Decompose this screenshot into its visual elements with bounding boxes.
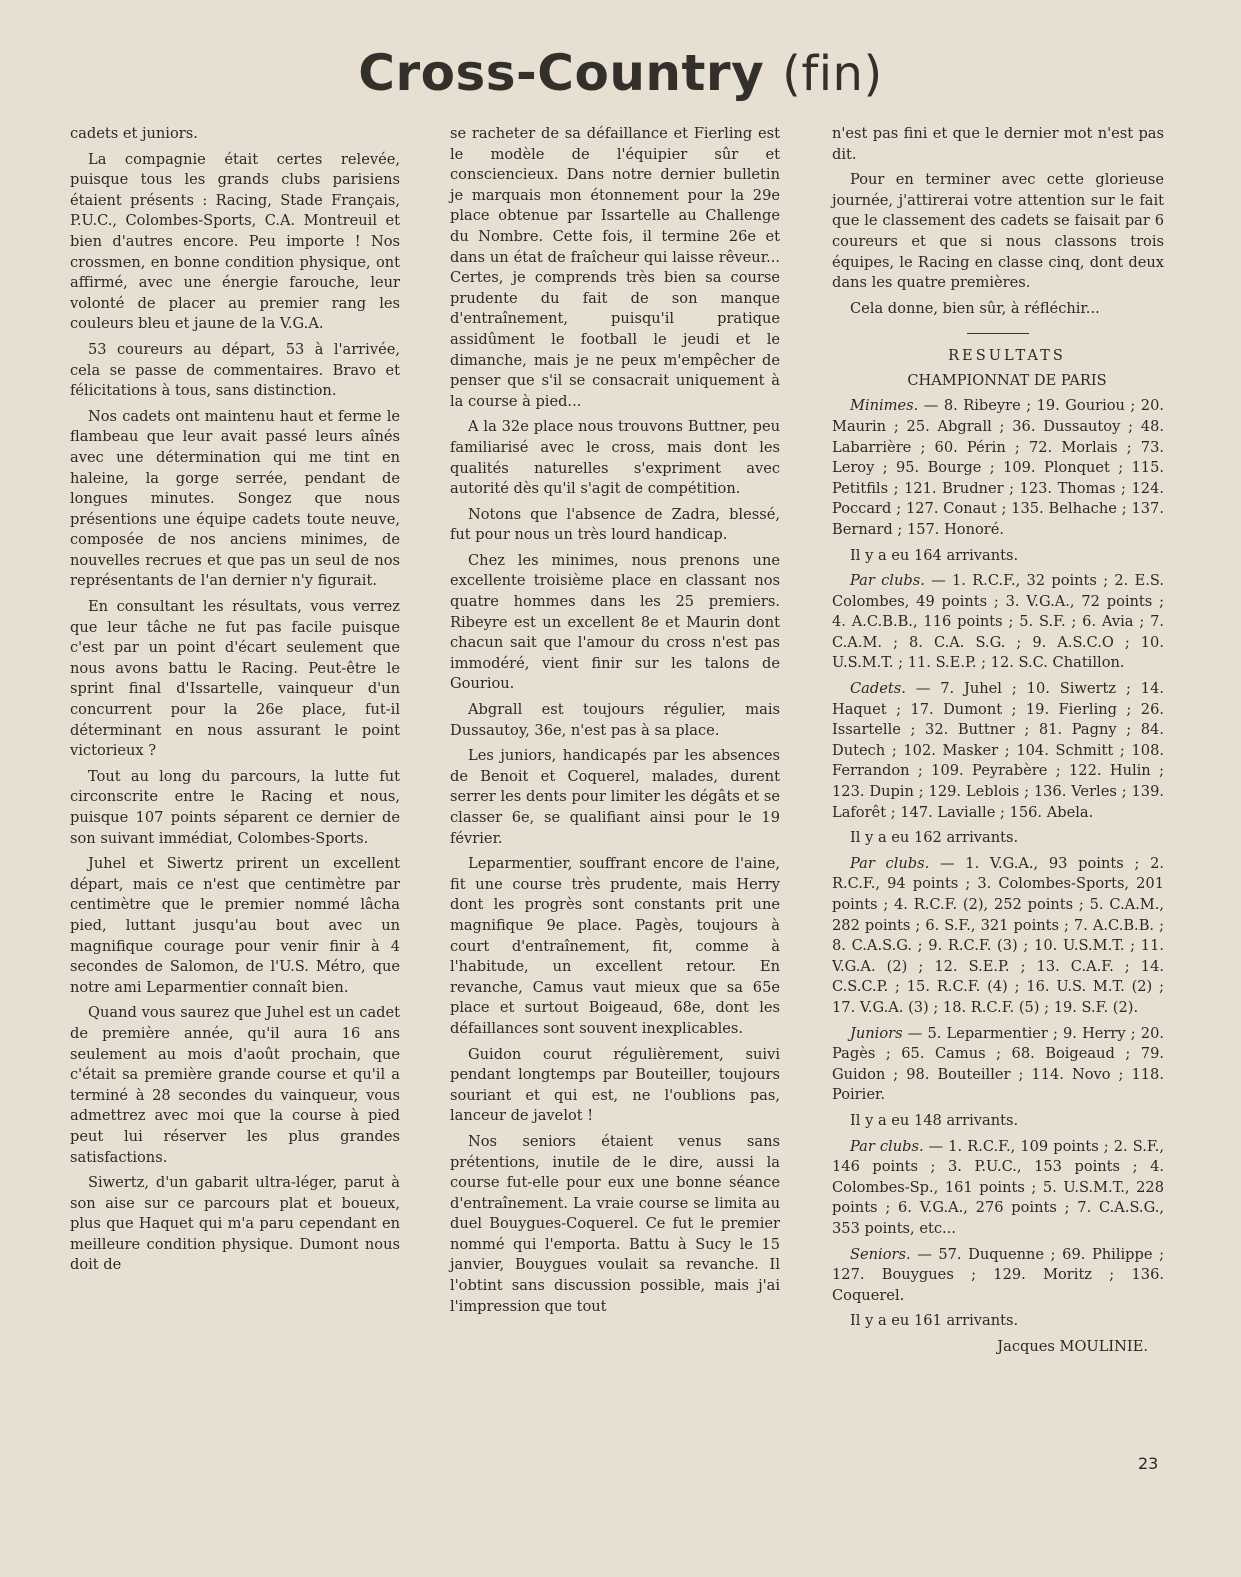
category-label: Minimes. xyxy=(850,397,919,415)
results-list: — 1. R.C.F., 109 points ; 2. S.F., 146 points ; 3. P.U.C., 153 points ; 4. Colombes-Sp., 161 points ; 5. U.S.M.T., 228 points ; 6. V.G.A., 276 points ; 7. C.A.S.G., 353 points, etc... xyxy=(832,1137,1164,1237)
results-subheading: CHAMPIONNAT DE PARIS xyxy=(907,372,1107,390)
paragraph: Siwertz, d'un gabarit ultra-léger, parut à son aise sur ce parcours plat et boueux, plus que Haquet qui m'a paru cependant en meilleure condition physique. Dumont nous doit de xyxy=(70,1174,400,1274)
results-cadets-clubs xyxy=(832,854,1164,1019)
category-label: Par clubs. xyxy=(850,1137,924,1155)
paragraph: En consultant les résultats, vous verrez que leur tâche ne fut pas facile puisque c'est par un point d'écart seulement que nous avons battu le Racing. Peut-être le sprint final d'Issartelle, vainqueur d'un concurrent pour la 26e place, fut-il déterminant en nous assurant le point victorieux ? xyxy=(70,598,400,760)
paragraph: Abgrall est toujours régulier, mais Dussautoy, 36e, n'est pas à sa place. xyxy=(450,701,780,739)
paragraph: Guidon courut régulièrement, suivi pendant longtemps par Bouteiller, toujours souriant et qui est, ne l'oublions pas, lanceur de javelot ! xyxy=(450,1045,780,1125)
category-label: Cadets. xyxy=(850,680,906,698)
paragraph: se racheter de sa défaillance et Fierling est le modèle de l'équipier sûr et consciencieux. Dans notre dernier bulletin je marquais mon étonnement pour la 29e place obtenue par Issartelle au Challenge du Nombre. Cette fois, il termine 26e et dans un état de fraîcheur qui laisse rêveur... Certes, je comprends très bien sa course prudente du fait de son manque d'entraînement, puisqu'il pratique assidûment le football le jeudi et le dimanche, mais je ne peux m'empêcher de penser que s'il se consacrait uniquement à la course à pied... xyxy=(450,125,780,410)
article-column-2 xyxy=(450,124,780,1322)
paragraph: Quand vous saurez que Juhel est un cadet de première année, qu'il aura 16 ans seulement au mois d'août prochain, que c'était sa première grande course et qu'il a terminé à 28 secondes du vainqueur, vous admettrez avec moi que la course à pied peut lui réserver les plus grandes satisfactions. xyxy=(70,1004,400,1166)
paragraph: A la 32e place nous trouvons Buttner, peu familiarisé avec le cross, mais dont les qualités naturelles s'expriment avec autorité dès qu'il s'agit de compétition. xyxy=(450,418,780,498)
arrivants-count: Il y a eu 162 arrivants. xyxy=(850,829,1019,847)
paragraph: n'est pas fini et que le dernier mot n'est pas dit. xyxy=(832,125,1164,163)
paragraph: Nos cadets ont maintenu haut et ferme le flambeau que leur avait passé leurs aînés avec une détermination qui me tint en haleine, la gorge serrée, pendant de longues minutes. Songez que nous présentions une équipe cadets toute neuve, composée de nos anciens minimes, de nouvelles recrues et que pas un seul de nos représentants de l'an dernier n'y figurait. xyxy=(70,407,400,590)
paragraph: La compagnie était certes relevée, puisque tous les grands clubs parisiens étaient présents : Racing, Stade Français, P.U.C., Colombes-Sports, C.A. Montreuil et bien d'autres encore. Peu importe ! Nos crossmen, en bonne condition physique, ont affirmé, avec une énergie farouche, leur volonté de placer au premier rang les couleurs bleu et jaune de la V.G.A. xyxy=(70,150,400,333)
paragraph: cadets et juniors. xyxy=(70,125,198,142)
results-minimes xyxy=(832,396,1164,540)
page-number: 23 xyxy=(1138,1454,1159,1473)
paragraph: Tout au long du parcours, la lutte fut circonscrite entre le Racing et nous, puisque 107 points séparent ce dernier de son suivant immédiat, Colombes-Sports. xyxy=(70,767,400,847)
results-list: — 7. Juhel ; 10. Siwertz ; 14. Haquet ; 17. Dumont ; 19. Fierling ; 26. Issartelle ; 32. Buttner ; 81. Pagny ; 84. Dutech ; 102. Masker ; 104. Schmitt ; 108. Ferrandon ; 109. Peyrabère ; 122. Hulin ; 123. Dupin ; 129. Leblois ; 136. Verles ; 139. Laforêt ; 147. Lavialle ; 156. Abela. xyxy=(832,680,1164,821)
paragraph: Pour en terminer avec cette glorieuse journée, j'attirerai votre attention sur le fait que le classement des cadets se faisait par 6 coureurs et que si nous classons trois équipes, le Racing en classe cinq, dont deux dans les quatre premières. xyxy=(832,171,1164,292)
divider xyxy=(967,333,1029,334)
results-minimes-clubs xyxy=(832,571,1164,674)
title-text: Cross-Country xyxy=(358,44,765,102)
arrivants-count: Il y a eu 164 arrivants. xyxy=(850,546,1019,564)
category-label: Par clubs. xyxy=(850,854,930,872)
title-suffix: (fin) xyxy=(782,46,883,102)
arrivants-count: Il y a eu 161 arrivants. xyxy=(850,1312,1019,1330)
article-column-3 xyxy=(832,124,1164,1362)
page-title xyxy=(0,44,1241,102)
paragraph: Les juniors, handicapés par les absences de Benoit et Coquerel, malades, durent serrer les dents pour limiter les dégâts et se classer 6e, se qualifiant ainsi pour le 19 février. xyxy=(450,747,780,847)
results-list: — 8. Ribeyre ; 19. Gouriou ; 20. Maurin ; 25. Abgrall ; 36. Dussautoy ; 48. Labarrière ; 60. Périn ; 72. Morlais ; 73. Leroy ; 95. Bourge ; 109. Plonquet ; 115. Petitfils ; 121. Brudner ; 123. Thomas ; 124. Poccard ; 127. Conaut ; 135. Belhache ; 137. Bernard ; 157. Honoré. xyxy=(832,397,1165,538)
paragraph: Juhel et Siwertz prirent un excellent départ, mais ce n'est que centimètre par centimètre que le premier nommé lâcha pied, luttant jusqu'au bout avec un magnifique courage pour venir finir à 4 secondes de Salomon, de l'U.S. Métro, que notre ami Leparmentier connaît bien. xyxy=(70,855,400,996)
paragraph: Cela donne, bien sûr, à réfléchir... xyxy=(850,299,1100,317)
paragraph: Nos seniors étaient venus sans prétentions, inutile de le dire, aussi la course fut-elle pour eux une bonne séance d'entraînement. La vraie course se limita au duel Bouygues-Coquerel. Ce fut le premier nommé qui l'emporta. Battu à Sucy le 15 janvier, Bouygues voulait sa revanche. Il l'obtint sans discussion possible, mais j'ai l'impression que tout xyxy=(450,1132,780,1315)
results-juniors xyxy=(832,1024,1164,1106)
paragraph: 53 coureurs au départ, 53 à l'arrivée, cela se passe de commentaires. Bravo et félicitations à tous, sans distinction. xyxy=(70,340,400,400)
results-heading: RESULTATS xyxy=(948,347,1066,365)
category-label: Seniors. xyxy=(850,1245,911,1263)
paragraph: Chez les minimes, nous prenons une excellente troisième place en classant nos quatre hommes dans les 25 premiers. Ribeyre est un excellent 8e et Maurin dont chacun sait que l'amour du cross n'est pas immodéré, vient finir sur les talons de Gouriou. xyxy=(450,551,780,693)
article-column-1 xyxy=(70,124,400,1281)
category-label: Juniors xyxy=(850,1024,903,1042)
paragraph: Notons que l'absence de Zadra, blessé, fut pour nous un très lourd handicap. xyxy=(450,505,780,544)
results-list: — 1. V.G.A., 93 points ; 2. R.C.F., 94 points ; 3. Colombes-Sports, 201 points ; 4. R.C.F. (2), 252 points ; 5. C.A.M., 282 points ; 6. S.F., 321 points ; 7. A.C.B.B. ; 8. C.A.S.G. ; 9. R.C.F. (3) ; 10. U.S.M.T. ; 11. V.G.A. (2) ; 12. S.E.P. ; 13. C.A.F. ; 14. C.S.C.P. ; 15. R.C.F. (4) ; 16. U.S. M.T. (2) ; 17. V.G.A. (3) ; 18. R.C.F. (5) ; 19. S.F. (2). xyxy=(832,854,1164,1016)
results-list: — 57. Duquenne ; 69. Philippe ; 127. Bouygues ; 129. Moritz ; 136. Coquerel. xyxy=(832,1245,1164,1304)
paragraph: Leparmentier, souffrant encore de l'aine, fit une course très prudente, mais Herry dont les progrès sont constants prit une magnifique 9e place. Pagès, toujours à court d'entraînement, fit, comme à l'habitude, un excellent retour. En revanche, Camus vaut mieux que sa 65e place et surtout Boigeaud, 68e, dont les défaillances sont souvent inexplicables. xyxy=(450,855,780,1037)
arrivants-count: Il y a eu 148 arrivants. xyxy=(850,1111,1019,1129)
results-cadets xyxy=(832,679,1164,823)
results-list: — 5. Leparmentier ; 9. Herry ; 20. Pagès ; 65. Camus ; 68. Boigeaud ; 79. Guidon ; 98. Bouteiller ; 114. Novo ; 118. Poirier. xyxy=(832,1024,1165,1104)
category-label: Par clubs. xyxy=(850,572,925,590)
author-signature: Jacques MOULINIE. xyxy=(997,1337,1148,1355)
results-juniors-clubs xyxy=(832,1137,1164,1240)
results-seniors xyxy=(832,1245,1164,1307)
results-list: — 1. R.C.F., 32 points ; 2. E.S. Colombes, 49 points ; 3. V.G.A., 72 points ; 4. A.C.B.B., 116 points ; 5. S.F. ; 6. Avia ; 7. C.A.M. ; 8. C.A. S.G. ; 9. A.S.C.O ; 10. U.S.M.T. ; 11. S.E.P. ; 12. S.C. Chatillon. xyxy=(832,572,1164,672)
